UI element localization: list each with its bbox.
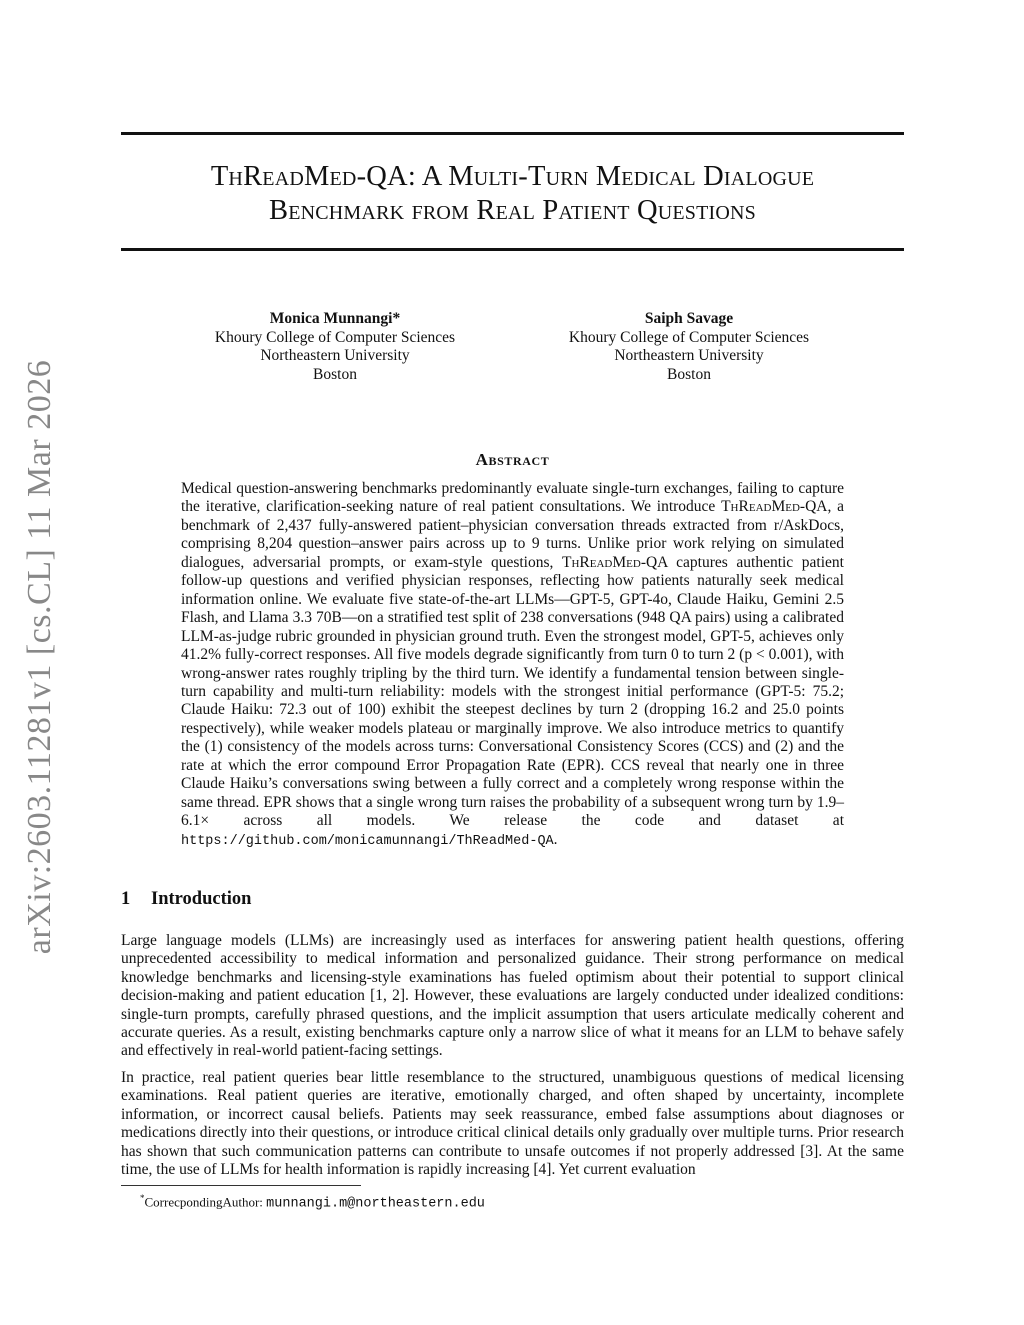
abstract-heading: Abstract [475, 450, 550, 469]
title-line-2: Benchmark from Real Patient Questions [268, 195, 757, 226]
author-block [175, 310, 495, 384]
body-paragraph: Large language models (LLMs) are increasingly used as interfaces for answering patient health questions, offering unprecedented accessibility to medical information and personalized guidance. Their strong performance on medical knowledge benchmarks and licensing-style examinations has fueled optimism about their potential to support clinical decision-making and patient education [1, 2]. However, these evaluations are largely conducted under idealized conditions: single-turn prompts, carefully phrased questions, and the implicit assumption that users articulate medically coherent and accurate queries. As a result, existing benchmarks capture only a narrow slice of what it means for an LLM to behave safely and effectively in real-world patient-facing settings. [121, 932, 904, 1060]
author-name: Saiph Savage [644, 310, 734, 327]
abstract-text-part: . [553, 830, 558, 848]
footnote [140, 1193, 485, 1211]
author-affiliation: Khoury College of Computer Sciences [568, 328, 810, 346]
footnote-marker: * [140, 1193, 145, 1203]
body-paragraph: In practice, real patient queries bear little resemblance to the structured, unambiguous questions of medical licensing examinations. Real patient queries are iterative, emotionally charged, and often shaped by uncertainty, incomplete information, or incorrect causal beliefs. Patients may seek reassurance, embed false assumptions about diagnoses or medications directly into their questions, or introduce critical clinical details only gradually over multiple turns. Prior research has shown that such communication patterns can contribute to unsafe outcomes if not properly addressed [3]. At the same time, the use of LLMs for health information is rapidly increasing [4]. Yet current evaluation [121, 1069, 904, 1179]
footnote-email[interactable]: munnangi.m@northeastern.edu [266, 1196, 485, 1212]
author-institution: Northeastern University [260, 347, 410, 364]
title-line-1: ThReadMed-QA: A Multi-Turn Medical Dialogue [210, 161, 815, 192]
section-heading-introduction [121, 889, 251, 910]
section-title: Introduction [151, 889, 252, 909]
abstract-text [181, 480, 844, 851]
paper-title [121, 160, 904, 228]
repository-link[interactable]: https://github.com/monicamunnangi/ThReadMed-QA [181, 833, 554, 849]
footnote-label: CorrecpondingAuthor: [144, 1194, 267, 1210]
abstract-text-part: -QA captures authentic patient follow-up questions and verified physician responses, reflecting how patients naturally seek medical information online. We evaluate five state-of-the-art LLMs—GPT-5, GPT-4o, Claude Haiku, Gemini 2.5 Flash, and Llama 3.3 70B—on a stratified test split of 238 conversations (948 QA pairs) using a calibrated LLM-as-judge rubric grounded in physician ground truth. Even the strongest model, GPT-5, achieves only 41.2% fully-correct responses. All five models degrade significantly from turn 0 to turn 2 (p < 0.001), with wrong-answer rates roughly tripling by the third turn. We identify a fundamental tension between single-turn capability and multi-turn reliability: models with the strongest initial performance (GPT-5: 75.2; Claude Haiku: 72.3 out of 100) exhibit the steepest declines by turn 2 (dropping 16.2 and 25.0 points respectively), while weaker models plateau or marginally improve. We also introduce metrics to quantify the (1) consistency of the models across turns: Conversational Consistency Scores (CCS) and (2) and the rate at which the error compound Error Propagation Rate (EPR). CCS reveal that nearly one in three Claude Haiku’s conversations swing between a fully correct and a completely wrong response within the same thread. EPR shows that a single wrong turn raises the probability of a subsequent wrong turn by 1.9–6.1× across all models. We release the code and dataset at [181, 553, 844, 830]
author-affiliation: Khoury College of Computer Sciences [214, 328, 456, 346]
author-name: Monica Munnangi* [269, 310, 401, 327]
author-block [529, 310, 849, 384]
footnote-rule [121, 1185, 361, 1186]
author-city: Boston [667, 365, 711, 383]
arxiv-identifier: arXiv:2603.11281v1 [cs.CL] 11 Mar 2026 [21, 359, 58, 955]
author-city: Boston [313, 365, 357, 383]
title-rule-bottom [121, 248, 904, 251]
author-institution: Northeastern University [614, 347, 764, 364]
benchmark-name: ThReadMed [721, 498, 800, 516]
benchmark-name: ThReadMed [562, 553, 641, 571]
section-number: 1 [121, 889, 131, 909]
abstract-text-part: -QA, a benchmark of 2,437 fully-answered patient–physician conversation threads extracted from r/AskDocs, comprising 8,204 question–answer pairs across up to 9 turns. Unlike prior work relying on simulated dialogues, adversarial prompts, or exam-style questions, [181, 498, 844, 571]
abstract-text-part: Medical question-answering benchmarks predominantly evaluate single-turn exchanges, failing to capture the iterative, clarification-seeking nature of real patient consultations. We introduce [181, 480, 844, 516]
title-rule-top [121, 132, 904, 135]
